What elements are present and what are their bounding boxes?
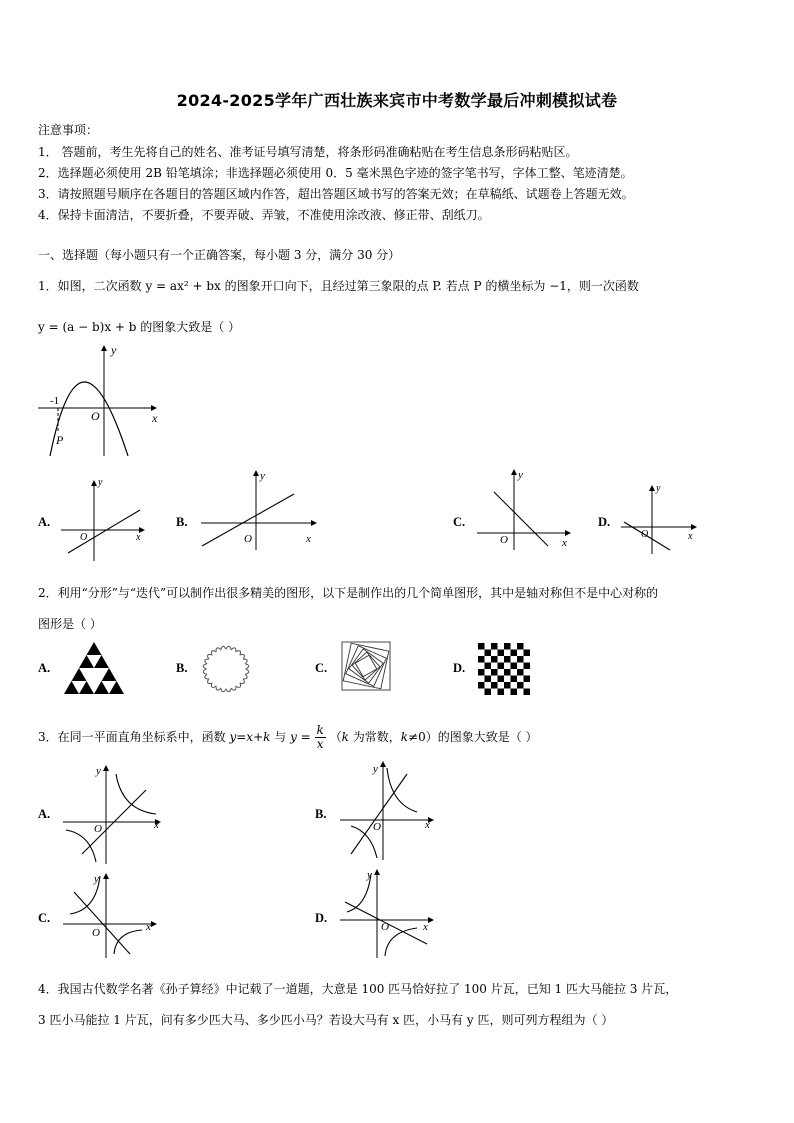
checker-cell bbox=[504, 643, 511, 650]
q1c-x: x bbox=[562, 537, 567, 549]
checker-cell bbox=[485, 676, 492, 683]
checker-cell bbox=[491, 682, 498, 689]
checker-cell bbox=[485, 650, 492, 657]
q3c-y: y bbox=[94, 873, 99, 885]
checker-cell bbox=[517, 682, 524, 689]
q1-option-c[interactable]: C. bbox=[453, 515, 466, 529]
q1-label-y: y bbox=[111, 343, 117, 357]
q1-label-p: P bbox=[56, 433, 64, 447]
q1-graph-c bbox=[474, 466, 574, 552]
square-1 bbox=[343, 643, 389, 689]
checker-cell bbox=[524, 676, 531, 683]
q4-stem-line2: 3 匹小马能拉 1 片瓦，问有多少匹大马、多少匹小马？若设大马有 x 匹，小马有 y 匹，则可列方程组为（ ） bbox=[38, 1013, 614, 1027]
q1a-x: x bbox=[136, 532, 141, 543]
notice-heading: 注意事项： bbox=[38, 123, 99, 137]
checker-cell bbox=[491, 669, 498, 676]
q1b-origin: O bbox=[244, 533, 252, 545]
square-3 bbox=[349, 649, 383, 683]
q2-stem-line2: 图形是（ ） bbox=[38, 617, 102, 631]
notice-item-4: 4．保持卡面清洁，不要折叠，不要弄破、弄皱，不准使用涂改液、修正带、刮纸刀。 bbox=[38, 208, 490, 222]
q2-option-c[interactable]: C. bbox=[315, 661, 328, 675]
q1-option-b[interactable]: B. bbox=[176, 515, 188, 529]
checker-cell bbox=[498, 689, 505, 696]
q1b-x: x bbox=[306, 533, 311, 545]
section-heading: 一、选择题（每小题只有一个正确答案，每小题 3 分，满分 30 分） bbox=[38, 248, 401, 262]
q1-stem-line1: 1．如图，二次函数 y = ax² + bx 的图象开口向下，且经过第三象限的点 P. 若点 P 的横坐标为 −1，则一次函数 bbox=[38, 279, 639, 293]
q1-parabola-figure bbox=[36, 338, 171, 458]
q1-graph-d bbox=[618, 480, 700, 556]
checker-cell bbox=[517, 643, 524, 650]
q3b-origin: O bbox=[373, 821, 381, 833]
q1a-y: y bbox=[98, 477, 103, 488]
checker-cell bbox=[524, 650, 531, 657]
checker-cell bbox=[478, 682, 485, 689]
q3d-origin: O bbox=[381, 921, 389, 933]
q3-graph-c bbox=[60, 870, 160, 960]
q1b-y: y bbox=[260, 470, 265, 482]
q1c-y: y bbox=[518, 469, 523, 481]
checker-cell bbox=[511, 689, 518, 696]
checker-cell bbox=[517, 669, 524, 676]
q3c-origin: O bbox=[92, 927, 100, 939]
q2-sierpinski-triangle bbox=[62, 640, 128, 696]
q1d-origin: O bbox=[641, 529, 649, 540]
checker-cell bbox=[517, 656, 524, 663]
square-5 bbox=[355, 655, 376, 676]
page-title: 2024-2025学年广西壮族来宾市中考数学最后冲刺模拟试卷 bbox=[176, 91, 618, 110]
notice-item-3: 3．请按照题号顺序在各题目的答题区域内作答，超出答题区域书写的答案无效；在草稿纸、试题卷上答题无效。 bbox=[38, 187, 634, 201]
q3a-y: y bbox=[96, 765, 101, 777]
q3-option-b[interactable]: B. bbox=[315, 807, 327, 821]
q3-option-d[interactable]: D. bbox=[315, 911, 328, 925]
checker-cell bbox=[491, 643, 498, 650]
q2-stem-line1: 2．利用“分形”与“迭代”可以制作出很多精美的图形，以下是制作出的几个简单图形，其中是轴对称但不是中心对称的 bbox=[38, 586, 659, 600]
q1-option-a[interactable]: A. bbox=[38, 515, 51, 529]
checker-cell bbox=[524, 689, 531, 696]
q1-label-minus1: -1 bbox=[50, 395, 60, 407]
q2-rotating-squares bbox=[340, 640, 392, 692]
q1d-x: x bbox=[688, 531, 693, 542]
q3a-x: x bbox=[154, 819, 159, 831]
checker-cell bbox=[491, 656, 498, 663]
q2-koch-snowflake bbox=[200, 643, 252, 695]
q3d-x: x bbox=[423, 921, 428, 933]
checker-cell bbox=[504, 656, 511, 663]
q3b-x: x bbox=[425, 819, 430, 831]
checker-cell bbox=[524, 663, 531, 670]
checker-cell bbox=[511, 663, 518, 670]
q3-graph-a bbox=[60, 762, 164, 866]
checker-cell bbox=[498, 650, 505, 657]
q3-frac-den: x bbox=[316, 737, 324, 751]
q2-option-a[interactable]: A. bbox=[38, 661, 51, 675]
checker-cell bbox=[478, 656, 485, 663]
checker-cell bbox=[485, 663, 492, 670]
q3c-x: x bbox=[146, 921, 151, 933]
q1-option-d[interactable]: D. bbox=[598, 515, 611, 529]
q3-graph-b bbox=[337, 758, 437, 862]
q1-stem-line2: y = (a − b)x + b 的图象大致是（ ） bbox=[38, 320, 241, 334]
checker-cell bbox=[504, 669, 511, 676]
q3-option-a[interactable]: A. bbox=[38, 807, 51, 821]
checker-cell bbox=[498, 676, 505, 683]
checker-cell bbox=[478, 643, 485, 650]
q1a-origin: O bbox=[80, 532, 88, 543]
q3-stem-text: 3．在同一平面直角坐标系中，函数 y=x+k 与 y = $\frac{k}{x}$ （k 为常数，k≠0）的图象大致是（ ） bbox=[38, 723, 538, 751]
q3-frac-num: k bbox=[316, 723, 324, 737]
notice-item-2: 2．选择题必须使用 2B 铅笔填涂；非选择题必须使用 0．5 毫米黑色字迹的签字笔书写，字体工整、笔迹清楚。 bbox=[38, 166, 633, 180]
checker-cell bbox=[485, 689, 492, 696]
notice-item-1: 1． 答题前，考生先将自己的姓名、准考证号填写清楚，将条形码准确粘贴在考生信息条形码粘贴区。 bbox=[38, 145, 578, 159]
q2-option-d[interactable]: D. bbox=[453, 661, 466, 675]
checker-cell bbox=[511, 676, 518, 683]
q1-label-x: x bbox=[152, 411, 158, 425]
q1-graph-a bbox=[58, 473, 148, 563]
q1c-origin: O bbox=[500, 534, 508, 546]
q3-option-c[interactable]: C. bbox=[38, 911, 51, 925]
square-4 bbox=[352, 652, 380, 680]
q2-checker-pattern bbox=[478, 643, 530, 695]
checker-cell bbox=[498, 663, 505, 670]
q3a-origin: O bbox=[94, 823, 102, 835]
square-2 bbox=[346, 646, 387, 687]
q1-graph-b bbox=[198, 466, 320, 552]
q3d-y: y bbox=[367, 869, 372, 881]
checker-cell bbox=[504, 682, 511, 689]
q1-label-origin: O bbox=[91, 409, 100, 423]
q3b-y: y bbox=[373, 763, 378, 775]
q1d-y: y bbox=[656, 483, 661, 494]
checker-cell bbox=[511, 650, 518, 657]
q3-graph-d bbox=[337, 866, 437, 960]
q4-stem-line1: 4．我国古代数学名著《孙子算经》中记载了一道题，大意是 100 匹马恰好拉了 100 片瓦，已知 1 匹大马能拉 3 片瓦， bbox=[38, 982, 678, 996]
checker-cell bbox=[478, 669, 485, 676]
q2-option-b[interactable]: B. bbox=[176, 661, 188, 675]
